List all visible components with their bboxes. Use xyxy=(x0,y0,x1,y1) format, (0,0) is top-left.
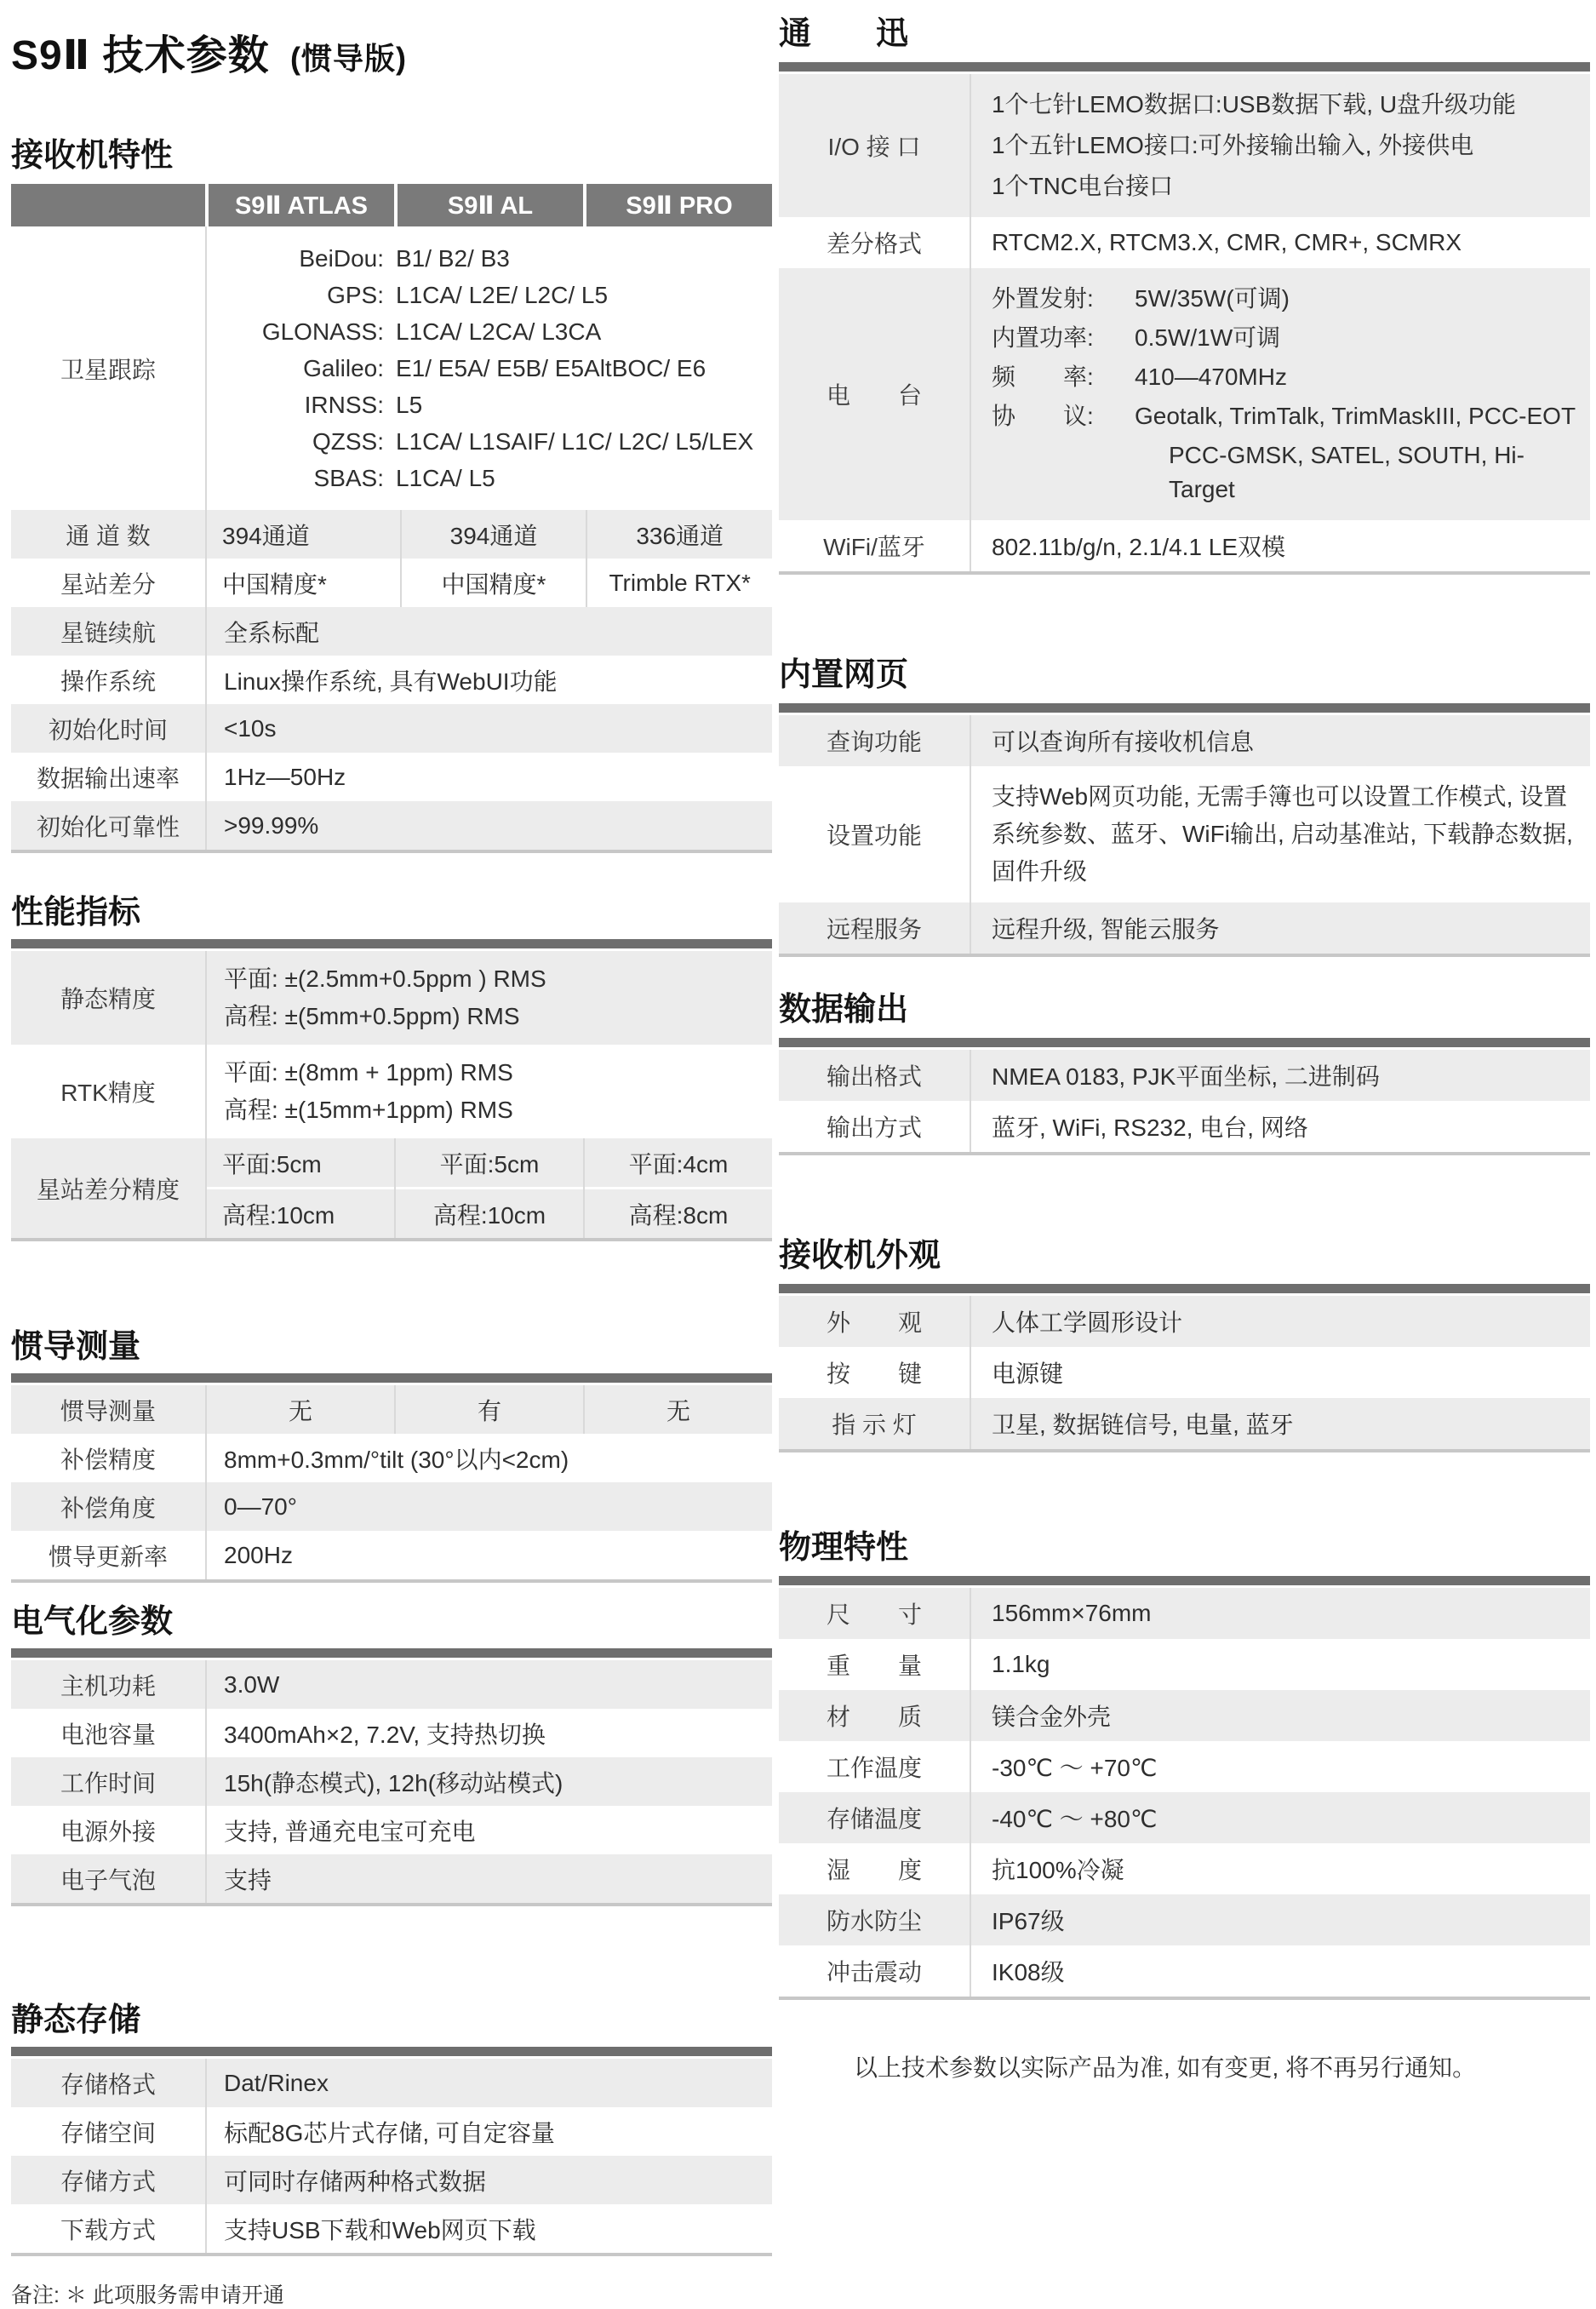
table-row-rtk-accuracy xyxy=(11,1045,772,1138)
table-row xyxy=(11,2156,772,2204)
row-value: 3400mAh×2, 7.2V, 支持热切换 xyxy=(205,1709,772,1757)
row-value: Dat/Rinex xyxy=(205,2059,772,2107)
ppp-height: 高程:8cm xyxy=(585,1187,772,1238)
cell-pro: Trimble RTX* xyxy=(586,559,772,607)
table-row-radio xyxy=(779,268,1590,520)
footnote: 备注: ＊ 此项服务需申请开通 xyxy=(11,2283,284,2307)
sat-name: QZSS: xyxy=(312,428,384,455)
header-col-pro: S9Ⅱ PRO xyxy=(583,184,772,226)
section-title-webui: 内置网页 xyxy=(779,657,909,693)
row-value: 支持 xyxy=(205,1854,772,1903)
page-title xyxy=(11,22,772,81)
row-value: 电源键 xyxy=(970,1347,1590,1398)
row-label: 存储方式 xyxy=(60,2168,156,2195)
table-row-diff-format xyxy=(779,217,1590,268)
table-row xyxy=(11,1757,772,1806)
row-value: 支持Web网页功能, 无需手簿也可以设置工作模式, 设置系统参数、蓝牙、WiFi输出, 启动基准站, 下载静态数据, 固件升级 xyxy=(970,766,1590,902)
table-row xyxy=(779,1050,1590,1101)
ppp-col-pro xyxy=(583,1138,772,1238)
row-value: -30℃ ～ +70℃ xyxy=(970,1741,1590,1792)
table-row xyxy=(11,2107,772,2156)
row-label: 材 质 xyxy=(826,1704,922,1730)
row-value: Linux操作系统, 具有WebUI功能 xyxy=(205,656,772,704)
io-line: 1个七针LEMO数据口:USB数据下载, U盘升级功能 xyxy=(992,91,1517,117)
row-label: 星站差分 xyxy=(60,570,156,598)
static-height: 高程: ±(5mm+0.5ppm) RMS xyxy=(224,1003,520,1029)
table-row xyxy=(11,1482,772,1531)
table-row-satellite-tracking xyxy=(11,226,772,510)
ppp-height: 高程:10cm xyxy=(207,1187,394,1238)
row-value: 镁合金外壳 xyxy=(970,1690,1590,1741)
row-value: >99.99% xyxy=(205,801,772,850)
radio-value: 0.5W/1W可调 xyxy=(1135,324,1281,351)
cell-pro: 336通道 xyxy=(586,510,772,559)
physical-table xyxy=(779,1576,1590,2000)
sat-signals: B1/ B2/ B3 xyxy=(396,245,510,272)
row-value: 蓝牙, WiFi, RS232, 电台, 网络 xyxy=(970,1101,1590,1152)
section-title-electrical: 电气化参数 xyxy=(11,1604,174,1640)
table-row-io xyxy=(779,74,1590,217)
row-label: 电源外接 xyxy=(60,1818,156,1845)
sat-signals: E1/ E5A/ E5B/ E5AltBOC/ E6 xyxy=(396,355,706,381)
row-value: IK08级 xyxy=(970,1945,1590,1997)
row-label: 差分格式 xyxy=(826,231,922,257)
appearance-table xyxy=(779,1284,1590,1452)
table-top-bar xyxy=(11,2047,772,2056)
sat-name: IRNSS: xyxy=(304,392,384,418)
section-title-performance: 性能指标 xyxy=(11,895,141,931)
cell-al: 有 xyxy=(394,1385,583,1434)
row-label: 冲击震动 xyxy=(826,1959,922,1985)
row-label: 电 台 xyxy=(826,382,922,409)
row-value: 远程升级, 智能云服务 xyxy=(970,902,1590,954)
ppp-height: 高程:10cm xyxy=(396,1187,583,1238)
table-row xyxy=(779,1843,1590,1894)
row-value: 支持USB下载和Web网页下载 xyxy=(205,2204,772,2253)
row-label: 指 示 灯 xyxy=(832,1412,917,1438)
row-label: 下载方式 xyxy=(60,2216,156,2243)
row-value: -40℃ ～ +80℃ xyxy=(970,1792,1590,1843)
row-label: 存储空间 xyxy=(60,2119,156,2146)
sat-signals: L1CA/ L2E/ L2C/ L5 xyxy=(396,282,609,308)
radio-key: 内置功率: xyxy=(992,324,1094,351)
section-title-ins: 惯导测量 xyxy=(11,1329,141,1365)
table-row-channels xyxy=(11,510,772,559)
sat-signals: L1CA/ L5 xyxy=(396,465,495,491)
row-value: 3.0W xyxy=(205,1660,772,1709)
radio-value: PCC-GMSK, SATEL, SOUTH, Hi-Target xyxy=(1169,442,1524,502)
radio-key: 外置发射: xyxy=(992,285,1094,312)
page-title-main: S9Ⅱ 技术参数 xyxy=(11,33,270,78)
table-top-bar xyxy=(779,703,1590,713)
row-label: 电子气泡 xyxy=(60,1866,156,1894)
row-value: 抗100%冷凝 xyxy=(970,1843,1590,1894)
row-value: 卫星, 数据链信号, 电量, 蓝牙 xyxy=(970,1398,1590,1449)
output-table xyxy=(779,1038,1590,1155)
table-row-satellite-diff xyxy=(11,559,772,607)
ppp-col-al xyxy=(394,1138,583,1238)
row-label: 惯导更新率 xyxy=(48,1543,168,1570)
row-label: 通 道 数 xyxy=(66,522,151,549)
row-value: 8mm+0.3mm/°tilt (30°以内<2cm) xyxy=(205,1434,772,1482)
row-value: 200Hz xyxy=(205,1531,772,1579)
table-row-wifi-bt xyxy=(779,520,1590,571)
table-row xyxy=(11,1806,772,1854)
section-title-output: 数据输出 xyxy=(779,992,909,1028)
left-column xyxy=(11,0,772,2309)
table-row xyxy=(779,1690,1590,1741)
ppp-plane: 平面:4cm xyxy=(628,1150,729,1177)
section-title-receiver: 接收机特性 xyxy=(11,138,174,174)
rtk-plane: 平面: ±(8mm + 1ppm) RMS xyxy=(224,1059,513,1086)
row-label: 尺 寸 xyxy=(826,1601,922,1628)
row-label: 工作温度 xyxy=(826,1755,922,1781)
table-row xyxy=(11,1854,772,1903)
table-row xyxy=(779,902,1590,954)
table-row xyxy=(11,2204,772,2253)
table-row xyxy=(779,1792,1590,1843)
row-label: 重 量 xyxy=(826,1653,922,1679)
table-row xyxy=(779,1588,1590,1639)
row-label: 操作系统 xyxy=(60,667,156,695)
electrical-table xyxy=(11,1648,772,1906)
section-title-physical: 物理特性 xyxy=(779,1530,909,1566)
table-row xyxy=(11,1709,772,1757)
satellite-list xyxy=(205,226,772,510)
row-label: 远程服务 xyxy=(826,916,922,943)
row-value: 1Hz—50Hz xyxy=(205,753,772,801)
table-row xyxy=(779,1639,1590,1690)
row-label: 星链续航 xyxy=(60,619,156,646)
row-label: 主机功耗 xyxy=(60,1672,156,1699)
storage-table xyxy=(11,2047,772,2256)
cell-al: 中国精度* xyxy=(400,559,586,607)
disclaimer-text: 以上技术参数以实际产品为准, 如有变更, 将不再另行通知。 xyxy=(854,2054,1477,2081)
header-empty-cell xyxy=(11,184,205,226)
radio-value: 410—470MHz xyxy=(1135,364,1287,390)
row-value: 人体工学圆形设计 xyxy=(970,1296,1590,1347)
table-row-ppp-accuracy xyxy=(11,1138,772,1238)
cell-pro: 无 xyxy=(583,1385,772,1434)
table-row xyxy=(11,1434,772,1482)
row-label: 惯导测量 xyxy=(60,1397,156,1424)
sat-name: GLONASS: xyxy=(261,318,384,345)
row-label: 防水防尘 xyxy=(826,1908,922,1934)
header-col-al: S9Ⅱ AL xyxy=(394,184,583,226)
table-row-ins-availability xyxy=(11,1385,772,1434)
table-row xyxy=(779,1894,1590,1945)
row-label: 补偿角度 xyxy=(60,1494,156,1521)
table-row-static-accuracy xyxy=(11,951,772,1045)
sat-name: BeiDou: xyxy=(299,245,384,272)
ppp-col-atlas xyxy=(205,1138,394,1238)
static-plane: 平面: ±(2.5mm+0.5ppm ) RMS xyxy=(224,965,546,992)
table-row xyxy=(779,1741,1590,1792)
sat-signals: L1CA/ L1SAIF/ L1C/ L2C/ L5/LEX xyxy=(396,428,754,455)
table-top-bar xyxy=(11,939,772,948)
cell-atlas: 无 xyxy=(205,1385,394,1434)
io-line: 1个TNC电台接口 xyxy=(992,173,1174,199)
table-top-bar xyxy=(779,1284,1590,1293)
table-top-bar xyxy=(11,1648,772,1658)
table-row xyxy=(11,2059,772,2107)
ins-table xyxy=(11,1373,772,1583)
table-row xyxy=(11,607,772,656)
row-label: 卫星跟踪 xyxy=(60,356,156,383)
row-value: <10s xyxy=(205,704,772,753)
row-value: NMEA 0183, PJK平面坐标, 二进制码 xyxy=(970,1050,1590,1101)
row-value: RTCM2.X, RTCM3.X, CMR, CMR+, SCMRX xyxy=(970,217,1590,268)
table-row xyxy=(11,1531,772,1579)
row-value: 0—70° xyxy=(205,1482,772,1531)
row-label: 星站差分精度 xyxy=(36,1176,180,1203)
table-row xyxy=(779,1296,1590,1347)
row-value: 可以查询所有接收机信息 xyxy=(970,715,1590,766)
right-column xyxy=(779,0,1590,2083)
row-label: 按 键 xyxy=(826,1361,922,1387)
row-label: 查询功能 xyxy=(826,729,922,755)
receiver-table-header xyxy=(11,184,772,226)
sat-name: Galileo: xyxy=(303,355,384,381)
cell-atlas: 394通道 xyxy=(205,510,400,559)
receiver-table xyxy=(11,184,772,853)
row-label: WiFi/蓝牙 xyxy=(823,534,925,560)
row-value: 1.1kg xyxy=(970,1639,1590,1690)
header-col-atlas: S9Ⅱ ATLAS xyxy=(205,184,394,226)
row-label: 初始化可靠性 xyxy=(36,813,180,840)
row-label: 工作时间 xyxy=(60,1769,156,1796)
webui-table xyxy=(779,703,1590,957)
table-top-bar xyxy=(779,1038,1590,1047)
row-value: 支持, 普通充电宝可充电 xyxy=(205,1806,772,1854)
sat-name: SBAS: xyxy=(313,465,384,491)
sat-name: GPS: xyxy=(327,282,384,308)
row-label: RTK精度 xyxy=(60,1080,156,1106)
comm-table xyxy=(779,62,1590,575)
radio-key: 协 议: xyxy=(992,403,1094,429)
io-line: 1个五针LEMO接口:可外接输出输入, 外接供电 xyxy=(992,132,1474,158)
table-row xyxy=(11,801,772,850)
sat-signals: L1CA/ L2CA/ L3CA xyxy=(396,318,602,345)
ppp-plane: 平面:5cm xyxy=(439,1150,540,1177)
radio-key: 频 率: xyxy=(992,364,1094,390)
row-label: 输出格式 xyxy=(826,1063,922,1090)
section-title-appearance: 接收机外观 xyxy=(779,1238,941,1274)
table-row xyxy=(11,1660,772,1709)
row-value: 15h(静态模式), 12h(移动站模式) xyxy=(205,1757,772,1806)
row-value: 802.11b/g/n, 2.1/4.1 LE双模 xyxy=(970,520,1590,571)
row-label: 初始化时间 xyxy=(48,716,168,743)
table-row xyxy=(11,704,772,753)
row-label: 外 观 xyxy=(826,1309,922,1336)
table-top-bar xyxy=(779,62,1590,72)
row-value: 全系标配 xyxy=(205,607,772,656)
row-label: 静态精度 xyxy=(60,986,156,1012)
row-label: 补偿精度 xyxy=(60,1446,156,1473)
rtk-height: 高程: ±(15mm+1ppm) RMS xyxy=(224,1097,513,1123)
section-title-comm: 通 迅 xyxy=(779,16,909,52)
sat-signals: L5 xyxy=(396,392,423,418)
table-row xyxy=(11,656,772,704)
row-label: 设置功能 xyxy=(826,822,922,849)
performance-table xyxy=(11,939,772,1241)
cell-al: 394通道 xyxy=(400,510,586,559)
table-row xyxy=(779,766,1590,902)
table-row xyxy=(779,715,1590,766)
cell-atlas: 中国精度* xyxy=(205,559,400,607)
row-label: 电池容量 xyxy=(60,1721,156,1748)
row-label: 湿 度 xyxy=(826,1857,922,1883)
row-label: 输出方式 xyxy=(826,1114,922,1141)
row-label: 数据输出速率 xyxy=(36,765,180,792)
table-row xyxy=(779,1101,1590,1152)
table-row xyxy=(779,1945,1590,1997)
section-title-storage: 静态存储 xyxy=(11,2002,141,2038)
table-row xyxy=(779,1347,1590,1398)
table-row xyxy=(11,753,772,801)
row-value: IP67级 xyxy=(970,1894,1590,1945)
radio-value: Geotalk, TrimTalk, TrimMaskIII, PCC-EOT xyxy=(1135,403,1576,429)
row-value: 标配8G芯片式存储, 可自定容量 xyxy=(205,2107,772,2156)
radio-value: 5W/35W(可调) xyxy=(1135,285,1290,312)
row-label: I/O 接 口 xyxy=(827,134,921,160)
table-top-bar xyxy=(779,1576,1590,1585)
ppp-plane: 平面:5cm xyxy=(222,1150,322,1177)
table-row xyxy=(779,1398,1590,1449)
row-value: 156mm×76mm xyxy=(970,1588,1590,1639)
row-label: 存储温度 xyxy=(826,1806,922,1832)
page-title-suffix: (惯导版) xyxy=(290,41,407,76)
row-value: 可同时存储两种格式数据 xyxy=(205,2156,772,2204)
row-label: 存储格式 xyxy=(60,2071,156,2098)
radio-key xyxy=(992,438,1126,507)
table-top-bar xyxy=(11,1373,772,1383)
